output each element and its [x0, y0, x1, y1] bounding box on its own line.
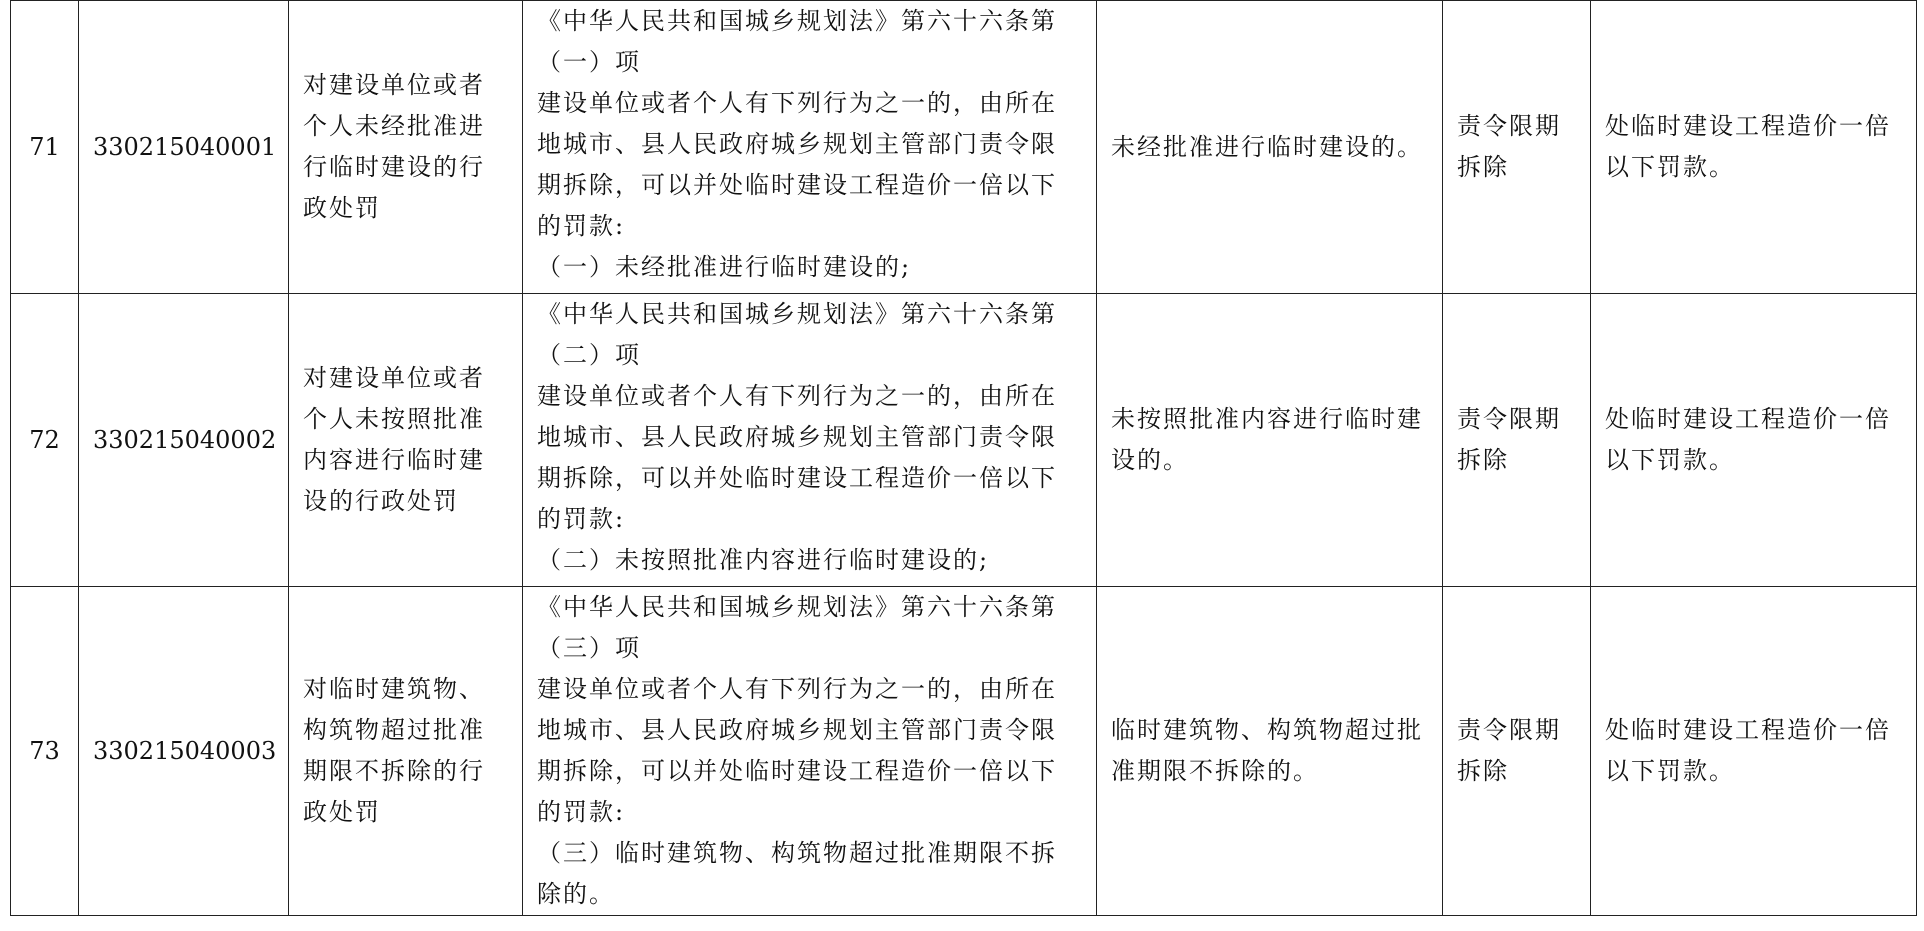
corrective-measure: 责令限期拆除 [1443, 1, 1591, 294]
violation-description: 未经批准进行临时建设的。 [1097, 1, 1443, 294]
basis-article: 《中华人民共和国城乡规划法》第六十六条第（一）项 [537, 7, 1057, 76]
basis-article: 《中华人民共和国城乡规划法》第六十六条第（三）项 [537, 593, 1057, 662]
item-name: 对建设单位或者个人未经批准进行临时建设的行政处罚 [289, 1, 523, 294]
item-name: 对建设单位或者个人未按照批准内容进行临时建设的行政处罚 [289, 294, 523, 587]
table-row [11, 1, 1917, 294]
row-index: 73 [11, 587, 79, 916]
penalty-standard: 处临时建设工程造价一倍以下罚款。 [1591, 1, 1917, 294]
item-name: 对临时建筑物、构筑物超过批准期限不拆除的行政处罚 [289, 587, 523, 916]
item-code: 330215040003 [79, 587, 289, 916]
basis-item: （一）未经批准进行临时建设的; [537, 253, 912, 281]
basis-clause: 建设单位或者个人有下列行为之一的，由所在地城市、县人民政府城乡规划主管部门责令限期拆除，可以并处临时建设工程造价一倍以下的罚款: [537, 382, 1057, 533]
penalty-table [10, 0, 1917, 916]
violation-description: 临时建筑物、构筑物超过批准期限不拆除的。 [1097, 587, 1443, 916]
table-row [11, 587, 1917, 916]
row-index: 72 [11, 294, 79, 587]
corrective-measure: 责令限期拆除 [1443, 587, 1591, 916]
basis-article: 《中华人民共和国城乡规划法》第六十六条第（二）项 [537, 300, 1057, 369]
corrective-measure: 责令限期拆除 [1443, 294, 1591, 587]
basis-clause: 建设单位或者个人有下列行为之一的，由所在地城市、县人民政府城乡规划主管部门责令限期拆除，可以并处临时建设工程造价一倍以下的罚款: [537, 89, 1057, 240]
basis-item: （二）未按照批准内容进行临时建设的; [537, 546, 990, 574]
basis-clause: 建设单位或者个人有下列行为之一的，由所在地城市、县人民政府城乡规划主管部门责令限期拆除，可以并处临时建设工程造价一倍以下的罚款: [537, 675, 1057, 826]
violation-description: 未按照批准内容进行临时建设的。 [1097, 294, 1443, 587]
legal-basis [523, 1, 1097, 294]
row-index: 71 [11, 1, 79, 294]
penalty-standard: 处临时建设工程造价一倍以下罚款。 [1591, 587, 1917, 916]
basis-item: （三）临时建筑物、构筑物超过批准期限不拆除的。 [537, 839, 1057, 908]
legal-basis [523, 587, 1097, 916]
penalty-standard: 处临时建设工程造价一倍以下罚款。 [1591, 294, 1917, 587]
item-code: 330215040002 [79, 294, 289, 587]
table-row [11, 294, 1917, 587]
legal-basis [523, 294, 1097, 587]
item-code: 330215040001 [79, 1, 289, 294]
